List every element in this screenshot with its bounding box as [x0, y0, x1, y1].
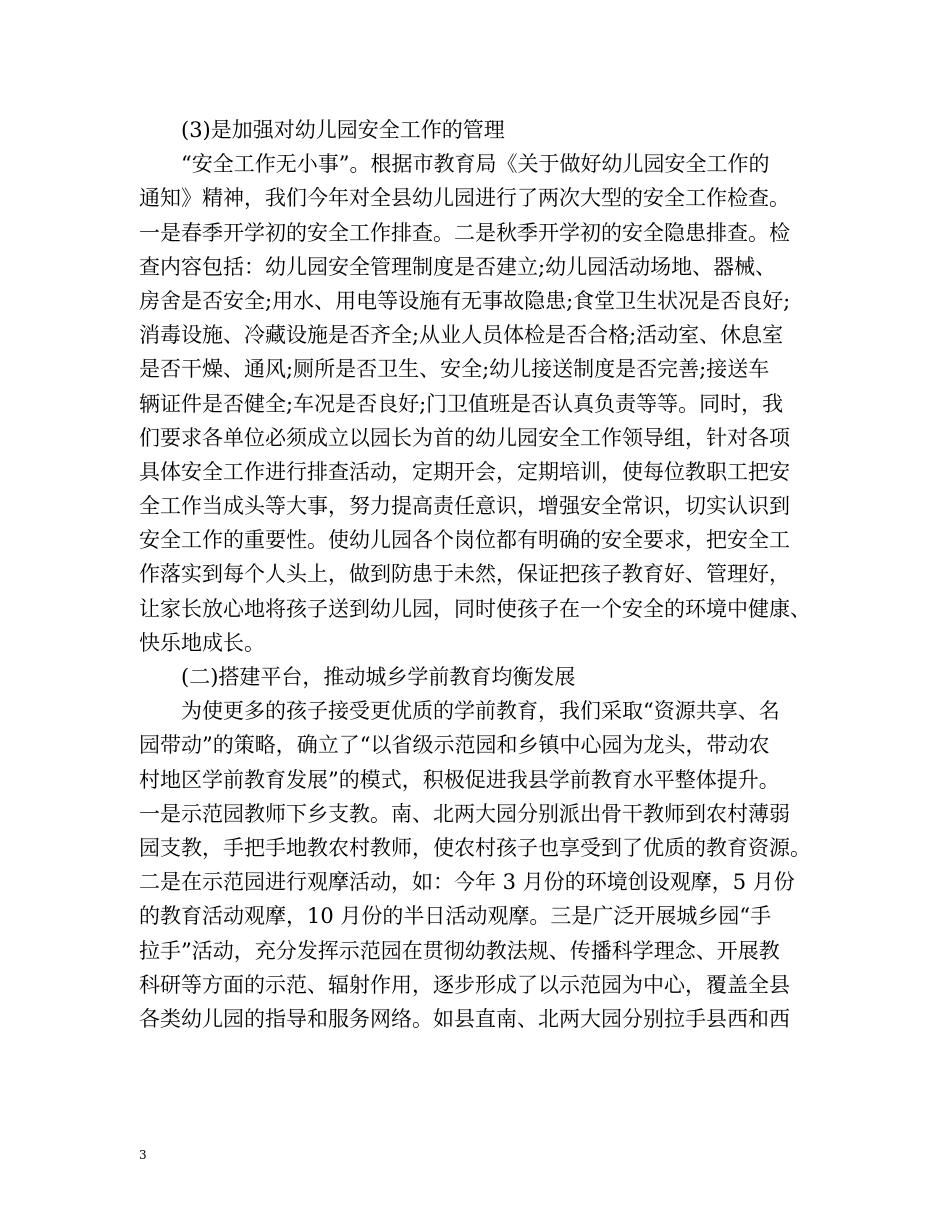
text-line: 通知》精神，我们今年对全县幼儿园进行了两次大型的安全工作检查。 [139, 186, 790, 211]
text-line: 各类幼儿园的指导和服务网络。如县直南、北两大园分别拉手县西和西 [139, 1006, 790, 1031]
page-number: 3 [139, 1148, 147, 1162]
text-line: 让家长放心地将孩子送到幼儿园，同时使孩子在一个安全的环境中健康、 [139, 596, 811, 621]
text-line: 是否干燥、通风;厕所是否卫生、安全;幼儿接送制度是否完善;接送车 [139, 357, 770, 382]
text-line: 村地区学前教育发展”的模式，积极促进我县学前教育水平整体提升。 [139, 767, 780, 792]
text-line: 全工作当成头等大事，努力提高责任意识，增强安全常识，切实认识到 [139, 494, 790, 519]
text-line: 查内容包括：幼儿园安全管理制度是否建立;幼儿园活动场地、器械、 [139, 254, 777, 279]
text-line: 科研等方面的示范、辐射作用，逐步形成了以示范园为中心，覆盖全县 [139, 972, 790, 997]
text-line: 安全工作的重要性。使幼儿园各个岗位都有明确的安全要求，把安全工 [139, 528, 790, 553]
text-line: 园带动”的策略，确立了“以省级示范园和乡镇中心园为龙头，带动农 [139, 733, 770, 758]
text-line: 快乐地成长。 [139, 630, 265, 655]
text-line: (3)是加强对幼儿园安全工作的管理 [181, 118, 505, 142]
text-line: 一是春季开学初的安全工作排查。二是秋季开学初的安全隐患排查。检 [139, 220, 790, 245]
text-line: 拉手”活动，充分发挥示范园在贯彻幼教法规、传播科学理念、开展教 [139, 938, 780, 963]
text-line: 园支教，手把手地教农村教师，使农村孩子也享受到了优质的教育资源。 [139, 835, 811, 860]
text-line: 辆证件是否健全;车况是否良好;门卫值班是否认真负责等等。同时，我 [139, 391, 784, 416]
text-line: (二)搭建平台，推动城乡学前教育均衡发展 [181, 665, 576, 689]
text-line: “安全工作无小事”。根据市教育局《关于做好幼儿园安全工作的 [181, 152, 770, 177]
text-line: 一是示范园教师下乡支教。南、北两大园分别派出骨干教师到农村薄弱 [139, 801, 790, 826]
text-line: 的教育活动观摩，10 月份的半日活动观摩。三是广泛开展城乡园“手 [139, 904, 772, 929]
text-line: 们要求各单位必须成立以园长为首的幼儿园安全工作领导组，针对各项 [139, 425, 790, 450]
text-line: 二是在示范园进行观摩活动，如：今年 3 月份的环境创设观摩，5 月份 [139, 870, 795, 895]
text-line: 作落实到每个人头上，做到防患于未然，保证把孩子教育好、管理好， [139, 562, 790, 587]
text-line: 消毒设施、冷藏设施是否齐全;从业人员体检是否合格;活动室、休息室 [139, 323, 784, 348]
text-line: 为使更多的孩子接受更优质的学前教育，我们采取“资源共享、名 [181, 699, 780, 724]
text-line: 具体安全工作进行排查活动，定期开会，定期培训，使每位教职工把安 [139, 459, 790, 484]
text-line: 房舍是否安全;用水、用电等设施有无事故隐患;食堂卫生状况是否良好; [139, 288, 791, 313]
body-text [139, 113, 825, 1036]
